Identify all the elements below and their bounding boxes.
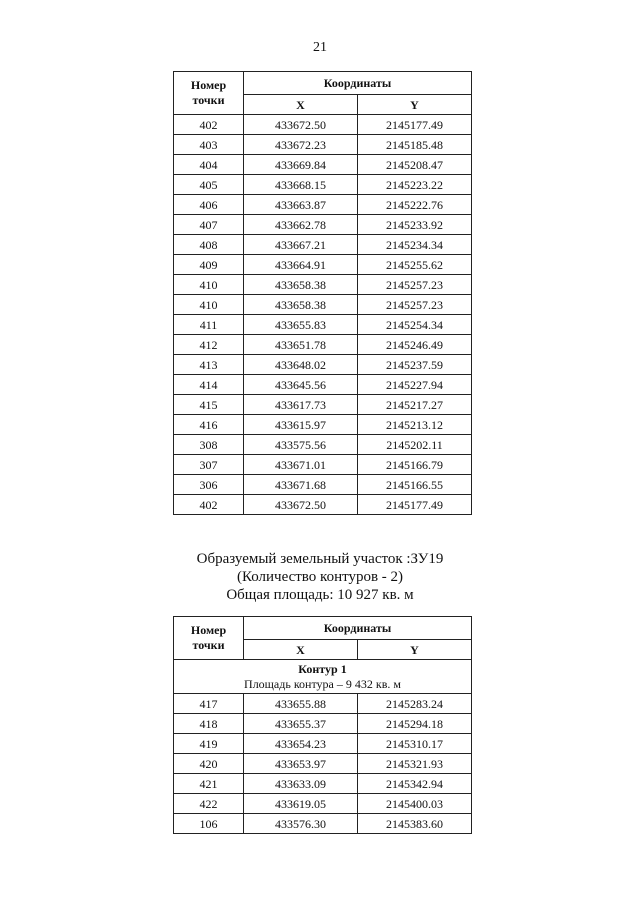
- y-coordinate-cell: 2145310.17: [358, 734, 472, 754]
- x-coordinate-cell: 433654.23: [244, 734, 358, 754]
- point-number-cell: 402: [174, 115, 244, 135]
- point-number-cell: 308: [174, 435, 244, 455]
- parcel-info: [0, 550, 640, 604]
- point-number-cell: 307: [174, 455, 244, 475]
- y-coordinate-cell: 2145257.23: [358, 275, 472, 295]
- point-number-cell: 402: [174, 495, 244, 515]
- x-coordinate-cell: 433617.73: [244, 395, 358, 415]
- page-number: 21: [313, 40, 327, 55]
- y-coordinate-cell: 2145383.60: [358, 814, 472, 834]
- y-coordinate-cell: 2145166.55: [358, 475, 472, 495]
- y-coordinate-cell: 2145254.34: [358, 315, 472, 335]
- y-coordinate-cell: 2145321.93: [358, 754, 472, 774]
- point-number-cell: 416: [174, 415, 244, 435]
- table-row: [174, 235, 472, 255]
- table-row: [174, 495, 472, 515]
- y-coordinate-cell: 2145202.11: [358, 435, 472, 455]
- y-coordinate-cell: 2145177.49: [358, 495, 472, 515]
- table-row: [174, 714, 472, 734]
- point-number-cell: 420: [174, 754, 244, 774]
- table-row: [174, 215, 472, 235]
- x-coordinate-cell: 433653.97: [244, 754, 358, 774]
- table-row: [174, 255, 472, 275]
- x-coordinate-cell: 433672.50: [244, 495, 358, 515]
- table-row: [174, 455, 472, 475]
- header-y: Y: [358, 640, 472, 660]
- point-number-cell: 404: [174, 155, 244, 175]
- x-coordinate-cell: 433664.91: [244, 255, 358, 275]
- y-coordinate-cell: 2145283.24: [358, 694, 472, 714]
- x-coordinate-cell: 433645.56: [244, 375, 358, 395]
- x-coordinate-cell: 433633.09: [244, 774, 358, 794]
- table-2-body: [174, 660, 472, 834]
- table-row: [174, 814, 472, 834]
- x-coordinate-cell: 433651.78: [244, 335, 358, 355]
- table-row: [174, 754, 472, 774]
- x-coordinate-cell: 433667.21: [244, 235, 358, 255]
- table-row: [174, 375, 472, 395]
- y-coordinate-cell: 2145246.49: [358, 335, 472, 355]
- x-coordinate-cell: 433576.30: [244, 814, 358, 834]
- point-number-cell: 413: [174, 355, 244, 375]
- y-coordinate-cell: 2145223.22: [358, 175, 472, 195]
- point-number-cell: 106: [174, 814, 244, 834]
- x-coordinate-cell: 433658.38: [244, 295, 358, 315]
- header-point-number: Номер точки: [174, 617, 244, 660]
- x-coordinate-cell: 433655.37: [244, 714, 358, 734]
- point-number-cell: 415: [174, 395, 244, 415]
- y-coordinate-cell: 2145217.27: [358, 395, 472, 415]
- point-number-cell: 414: [174, 375, 244, 395]
- y-coordinate-cell: 2145400.03: [358, 794, 472, 814]
- point-number-cell: 412: [174, 335, 244, 355]
- parcel-title: Образуемый земельный участок :ЗУ19: [196, 551, 444, 567]
- table-row: [174, 435, 472, 455]
- contour-area: Площадь контура – 9 432 кв. м: [244, 677, 401, 691]
- coordinates-table-2: [173, 616, 472, 834]
- y-coordinate-cell: 2145257.23: [358, 295, 472, 315]
- y-coordinate-cell: 2145237.59: [358, 355, 472, 375]
- header-point-number: Номер точки: [174, 72, 244, 115]
- table-row: [174, 315, 472, 335]
- point-number-cell: 422: [174, 794, 244, 814]
- header-coordinates: Координаты: [244, 617, 472, 640]
- y-coordinate-cell: 2145222.76: [358, 195, 472, 215]
- coordinates-table-1: [173, 71, 472, 515]
- point-number-cell: 421: [174, 774, 244, 794]
- header-coordinates: Координаты: [244, 72, 472, 95]
- x-coordinate-cell: 433619.05: [244, 794, 358, 814]
- x-coordinate-cell: 433662.78: [244, 215, 358, 235]
- point-number-cell: 419: [174, 734, 244, 754]
- table-row: [174, 774, 472, 794]
- contour-row: [174, 660, 472, 694]
- point-number-cell: 406: [174, 195, 244, 215]
- header-x: X: [244, 640, 358, 660]
- table-row: [174, 395, 472, 415]
- point-number-cell: 409: [174, 255, 244, 275]
- table-row: [174, 794, 472, 814]
- x-coordinate-cell: 433615.97: [244, 415, 358, 435]
- header-y: Y: [358, 95, 472, 115]
- y-coordinate-cell: 2145213.12: [358, 415, 472, 435]
- point-number-cell: 410: [174, 295, 244, 315]
- y-coordinate-cell: 2145255.62: [358, 255, 472, 275]
- x-coordinate-cell: 433669.84: [244, 155, 358, 175]
- y-coordinate-cell: 2145177.49: [358, 115, 472, 135]
- x-coordinate-cell: 433668.15: [244, 175, 358, 195]
- table-row: [174, 175, 472, 195]
- point-number-cell: 405: [174, 175, 244, 195]
- point-number-cell: 407: [174, 215, 244, 235]
- header-x: X: [244, 95, 358, 115]
- table-row: [174, 295, 472, 315]
- x-coordinate-cell: 433671.68: [244, 475, 358, 495]
- y-coordinate-cell: 2145208.47: [358, 155, 472, 175]
- x-coordinate-cell: 433672.23: [244, 135, 358, 155]
- x-coordinate-cell: 433575.56: [244, 435, 358, 455]
- y-coordinate-cell: 2145185.48: [358, 135, 472, 155]
- x-coordinate-cell: 433671.01: [244, 455, 358, 475]
- x-coordinate-cell: 433655.88: [244, 694, 358, 714]
- point-number-cell: 408: [174, 235, 244, 255]
- parcel-contour-count: (Количество контуров - 2): [236, 569, 404, 585]
- x-coordinate-cell: 433655.83: [244, 315, 358, 335]
- table-row: [174, 275, 472, 295]
- x-coordinate-cell: 433672.50: [244, 115, 358, 135]
- point-number-cell: 418: [174, 714, 244, 734]
- y-coordinate-cell: 2145227.94: [358, 375, 472, 395]
- table-row: [174, 415, 472, 435]
- point-number-cell: 410: [174, 275, 244, 295]
- table-row: [174, 115, 472, 135]
- point-number-cell: 411: [174, 315, 244, 335]
- y-coordinate-cell: 2145342.94: [358, 774, 472, 794]
- point-number-cell: 417: [174, 694, 244, 714]
- table-row: [174, 155, 472, 175]
- table-row: [174, 355, 472, 375]
- contour-cell: [174, 660, 472, 694]
- table-row: [174, 734, 472, 754]
- y-coordinate-cell: 2145233.92: [358, 215, 472, 235]
- y-coordinate-cell: 2145166.79: [358, 455, 472, 475]
- table-row: [174, 335, 472, 355]
- x-coordinate-cell: 433663.87: [244, 195, 358, 215]
- y-coordinate-cell: 2145294.18: [358, 714, 472, 734]
- contour-title: Контур 1: [298, 662, 347, 676]
- parcel-total-area: Общая площадь: 10 927 кв. м: [226, 587, 414, 603]
- table-row: [174, 475, 472, 495]
- y-coordinate-cell: 2145234.34: [358, 235, 472, 255]
- x-coordinate-cell: 433648.02: [244, 355, 358, 375]
- table-1-body: [174, 115, 472, 515]
- table-row: [174, 195, 472, 215]
- x-coordinate-cell: 433658.38: [244, 275, 358, 295]
- point-number-cell: 306: [174, 475, 244, 495]
- point-number-cell: 403: [174, 135, 244, 155]
- table-row: [174, 694, 472, 714]
- table-row: [174, 135, 472, 155]
